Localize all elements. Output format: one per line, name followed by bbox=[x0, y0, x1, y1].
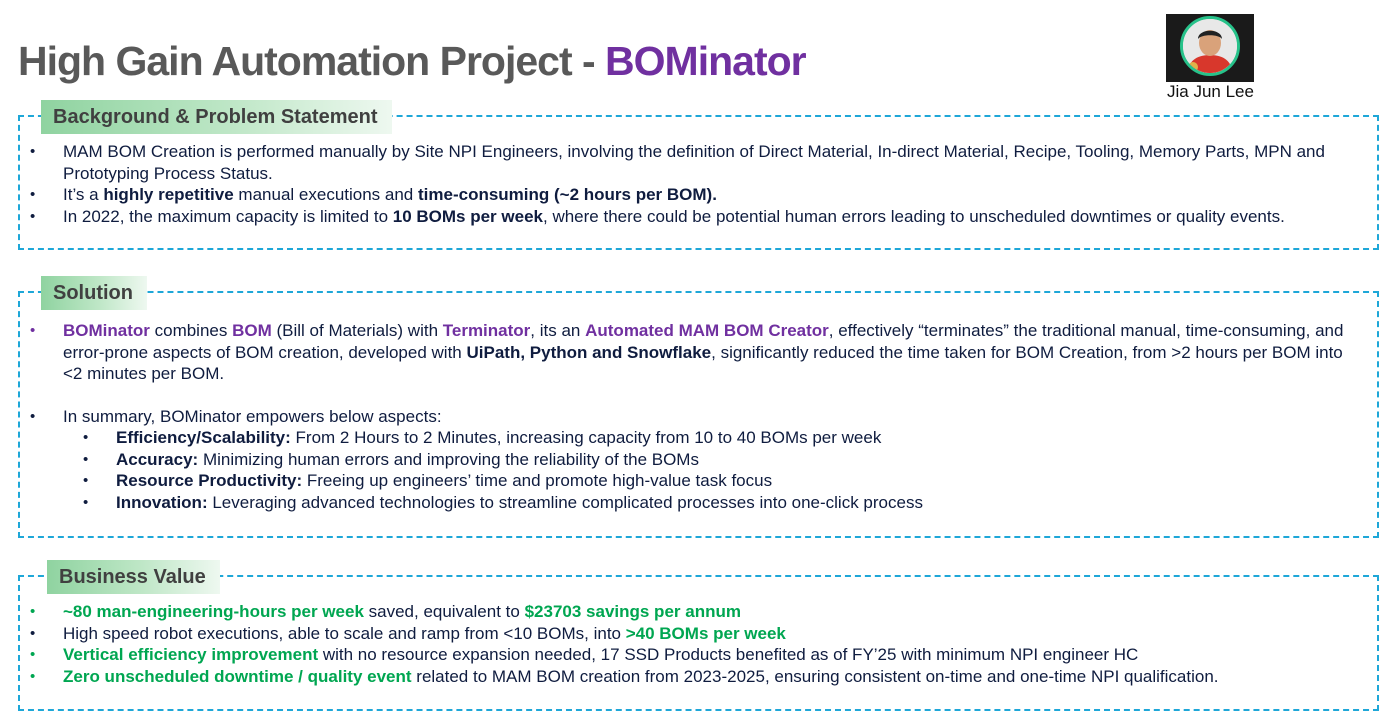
presenter-video-tile bbox=[1166, 14, 1254, 82]
list-item: • MAM BOM Creation is performed manually by Site NPI Engineers, involving the definition of Direct Material, In-direct Material, Recipe, Tooling, Memory Parts, MPN and Prototyping Process Status. bbox=[20, 141, 1377, 184]
title-accent: BOMinator bbox=[605, 38, 806, 84]
presenter-name: Jia Jun Lee bbox=[1167, 82, 1254, 101]
list-item: • BOMinator combines BOM (Bill of Materials) with Terminator, its an Automated MAM BOM Creator, effectively “terminates” the traditional manual, time-consuming, and error-prone aspects of BOM creation, developed with UiPath, Python and Snowflake, significantly reduced the time taken for BOM Creation, from >2 hours per BOM into <2 minutes per BOM. bbox=[20, 320, 1377, 385]
solution-heading: Solution bbox=[41, 276, 147, 310]
person-photo-icon bbox=[1183, 19, 1237, 73]
list-item: • Efficiency/Scalability: From 2 Hours to 2 Minutes, increasing capacity from 10 to 40 BOMs per week bbox=[63, 427, 1355, 449]
list-item: • Innovation: Leveraging advanced technologies to streamline complicated processes into one-click process bbox=[63, 492, 1355, 514]
list-item: • Resource Productivity: Freeing up engineers’ time and promote high-value task focus bbox=[63, 470, 1355, 492]
solution-list bbox=[20, 320, 1377, 513]
list-item: • High speed robot executions, able to scale and ramp from <10 BOMs, into >40 BOMs per week bbox=[20, 623, 1377, 645]
aspects-sublist bbox=[63, 427, 1355, 513]
business-value-heading: Business Value bbox=[47, 560, 220, 594]
background-list bbox=[20, 141, 1377, 227]
list-item: • In 2022, the maximum capacity is limited to 10 BOMs per week, where there could be potential human errors leading to unscheduled downtimes or quality events. bbox=[20, 206, 1377, 228]
background-panel bbox=[18, 106, 1379, 250]
title-main: High Gain Automation Project - bbox=[18, 38, 606, 84]
list-item: • Vertical efficiency improvement with no resource expansion needed, 17 SSD Products benefited as of FY’25 with minimum NPI engineer HC bbox=[20, 644, 1377, 666]
solution-panel bbox=[18, 282, 1379, 538]
background-heading: Background & Problem Statement bbox=[41, 100, 392, 134]
list-item: • It’s a highly repetitive manual executions and time-consuming (~2 hours per BOM). bbox=[20, 184, 1377, 206]
business-value-panel bbox=[18, 566, 1379, 711]
page-title bbox=[18, 38, 806, 84]
list-item: • Zero unscheduled downtime / quality event related to MAM BOM creation from 2023-2025, ensuring consistent on-time and one-time NPI qualification. bbox=[20, 666, 1377, 688]
avatar bbox=[1180, 16, 1240, 76]
business-value-list bbox=[20, 601, 1377, 687]
list-item: • In summary, BOMinator empowers below aspects: • Efficiency/Scalability: From 2 Hours to 2 Minutes, increasing capacity from 10 to 40 BOMs per week • Accuracy: Minimizing human errors and improving the reliability of the BOMs • Resource Productivity: Freeing up engineers’ time and promote high-value task focus • Innovation: Leveraging advanced technologies to streamline complicated processes into one-click process bbox=[20, 406, 1377, 514]
list-item: • Accuracy: Minimizing human errors and improving the reliability of the BOMs bbox=[63, 449, 1355, 471]
list-item: • ~80 man-engineering-hours per week saved, equivalent to $23703 savings per annum bbox=[20, 601, 1377, 623]
